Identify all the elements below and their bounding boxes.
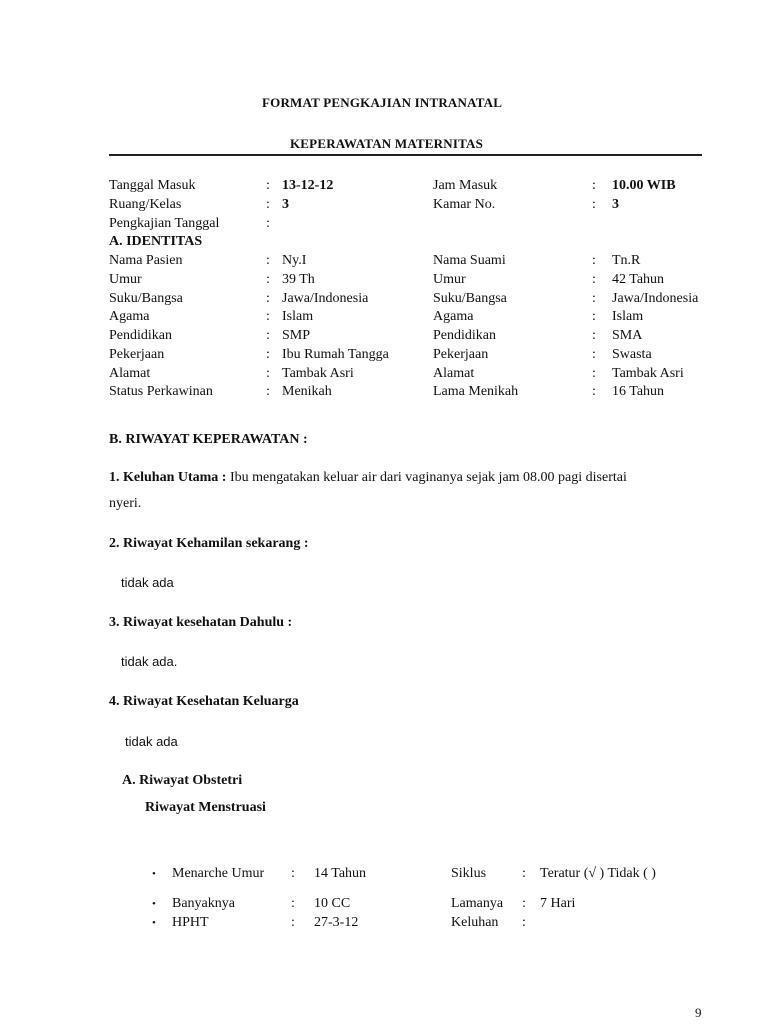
agama-value: Islam [282, 309, 314, 324]
colon: : [522, 866, 526, 881]
pekerjaan-suami-value: Swasta [612, 347, 652, 362]
alamat-suami-label: Alamat [433, 366, 475, 381]
agama-suami-label: Agama [433, 309, 474, 324]
alamat-suami-value: Tambak Asri [612, 366, 684, 381]
colon: : [266, 178, 270, 193]
colon: : [266, 291, 270, 306]
colon: : [266, 328, 270, 343]
colon: : [592, 291, 596, 306]
riwayat-heading: B. RIWAYAT KEPERAWATAN : [109, 432, 308, 447]
lamanya-label: Lamanya [451, 896, 504, 911]
umur-suami-label: Umur [433, 272, 466, 287]
nama-pasien-value: Ny.I [282, 253, 307, 268]
umur-value: 39 Th [282, 272, 315, 287]
banyaknya-label: Banyaknya [172, 896, 235, 911]
bullet: • [152, 868, 156, 880]
colon: : [266, 197, 270, 212]
form-subtitle: KEPERAWATAN MATERNITAS [290, 136, 484, 151]
ruang-kelas-value: 3 [282, 197, 289, 212]
identitas-heading: A. IDENTITAS [109, 234, 203, 249]
colon: : [291, 915, 295, 930]
umur-label: Umur [109, 272, 142, 287]
riwayat-keluarga-text: tidak ada [125, 734, 178, 749]
colon: : [592, 366, 596, 381]
colon: : [592, 197, 596, 212]
kamar-no-label: Kamar No. [433, 197, 496, 212]
suku-bangsa-suami-value: Jawa/Indonesia [612, 291, 699, 306]
bullet: • [152, 898, 156, 910]
keluhan-label: Keluhan [451, 915, 499, 930]
pekerjaan-suami-label: Pekerjaan [433, 347, 489, 362]
status-perkawinan-value: Menikah [282, 384, 332, 399]
lamanya-value: 7 Hari [540, 896, 576, 911]
siklus-label: Siklus [451, 866, 487, 881]
keluhan-utama-label: 1. Keluhan Utama : [109, 470, 227, 485]
colon: : [522, 915, 526, 930]
alamat-label: Alamat [109, 366, 151, 381]
riwayat-menstruasi-heading: Riwayat Menstruasi [145, 800, 266, 815]
riwayat-kehamilan-heading: 2. Riwayat Kehamilan sekarang : [109, 536, 309, 551]
banyaknya-value: 10 CC [314, 896, 351, 911]
riwayat-kehamilan-text: tidak ada [121, 575, 174, 590]
lama-menikah-label: Lama Menikah [433, 384, 519, 399]
jam-masuk-label: Jam Masuk [433, 178, 498, 193]
colon: : [592, 384, 596, 399]
status-perkawinan-label: Status Perkawinan [109, 384, 213, 399]
pengkajian-tanggal-label: Pengkajian Tanggal [109, 216, 220, 231]
menarche-value: 14 Tahun [314, 866, 367, 881]
menarche-label: Menarche Umur [172, 866, 265, 881]
tanggal-masuk-label: Tanggal Masuk [109, 178, 196, 193]
colon: : [266, 253, 270, 268]
keluhan-utama [109, 469, 627, 487]
nama-pasien-label: Nama Pasien [109, 253, 183, 268]
colon: : [266, 216, 270, 231]
umur-suami-value: 42 Tahun [612, 272, 665, 287]
colon: : [266, 309, 270, 324]
header-rule [109, 154, 702, 156]
pekerjaan-label: Pekerjaan [109, 347, 165, 362]
keluhan-utama-text-cont: nyeri. [109, 496, 142, 511]
riwayat-obstetri-heading: A. Riwayat Obstetri [122, 773, 243, 788]
colon: : [592, 309, 596, 324]
lama-menikah-value: 16 Tahun [612, 384, 665, 399]
suku-bangsa-suami-label: Suku/Bangsa [433, 291, 507, 306]
pendidikan-label: Pendidikan [109, 328, 172, 343]
suku-bangsa-value: Jawa/Indonesia [282, 291, 369, 306]
form-title: FORMAT PENGKAJIAN INTRANATAL [262, 95, 503, 110]
riwayat-dahulu-heading: 3. Riwayat kesehatan Dahulu : [109, 615, 293, 630]
kamar-no-value: 3 [612, 197, 619, 212]
agama-label: Agama [109, 309, 150, 324]
riwayat-keluarga-heading: 4. Riwayat Kesehatan Keluarga [109, 694, 299, 709]
tanggal-masuk-value: 13-12-12 [282, 178, 334, 193]
pendidikan-suami-value: SMA [612, 328, 643, 343]
hpht-value: 27-3-12 [314, 915, 359, 930]
colon: : [592, 328, 596, 343]
colon: : [266, 366, 270, 381]
pendidikan-suami-label: Pendidikan [433, 328, 496, 343]
hpht-label: HPHT [172, 915, 209, 930]
colon: : [592, 347, 596, 362]
nama-suami-value: Tn.R [612, 253, 641, 268]
pendidikan-value: SMP [282, 328, 311, 343]
colon: : [592, 253, 596, 268]
riwayat-dahulu-text: tidak ada. [121, 654, 178, 669]
colon: : [266, 347, 270, 362]
colon: : [592, 272, 596, 287]
colon: : [592, 178, 596, 193]
alamat-value: Tambak Asri [282, 366, 354, 381]
nama-suami-label: Nama Suami [433, 253, 506, 268]
bullet: • [152, 917, 156, 929]
ruang-kelas-label: Ruang/Kelas [109, 197, 182, 212]
colon: : [291, 896, 295, 911]
suku-bangsa-label: Suku/Bangsa [109, 291, 183, 306]
colon: : [291, 866, 295, 881]
colon: : [266, 272, 270, 287]
page-number: 9 [695, 1005, 702, 1020]
colon: : [522, 896, 526, 911]
jam-masuk-value: 10.00 WIB [612, 178, 676, 193]
agama-suami-value: Islam [612, 309, 644, 324]
colon: : [266, 384, 270, 399]
siklus-value: Teratur (√ ) Tidak ( ) [540, 866, 656, 881]
keluhan-utama-text: Ibu mengatakan keluar air dari vaginanya sejak jam 08.00 pagi disertai [226, 470, 627, 485]
pekerjaan-value: Ibu Rumah Tangga [282, 347, 389, 362]
